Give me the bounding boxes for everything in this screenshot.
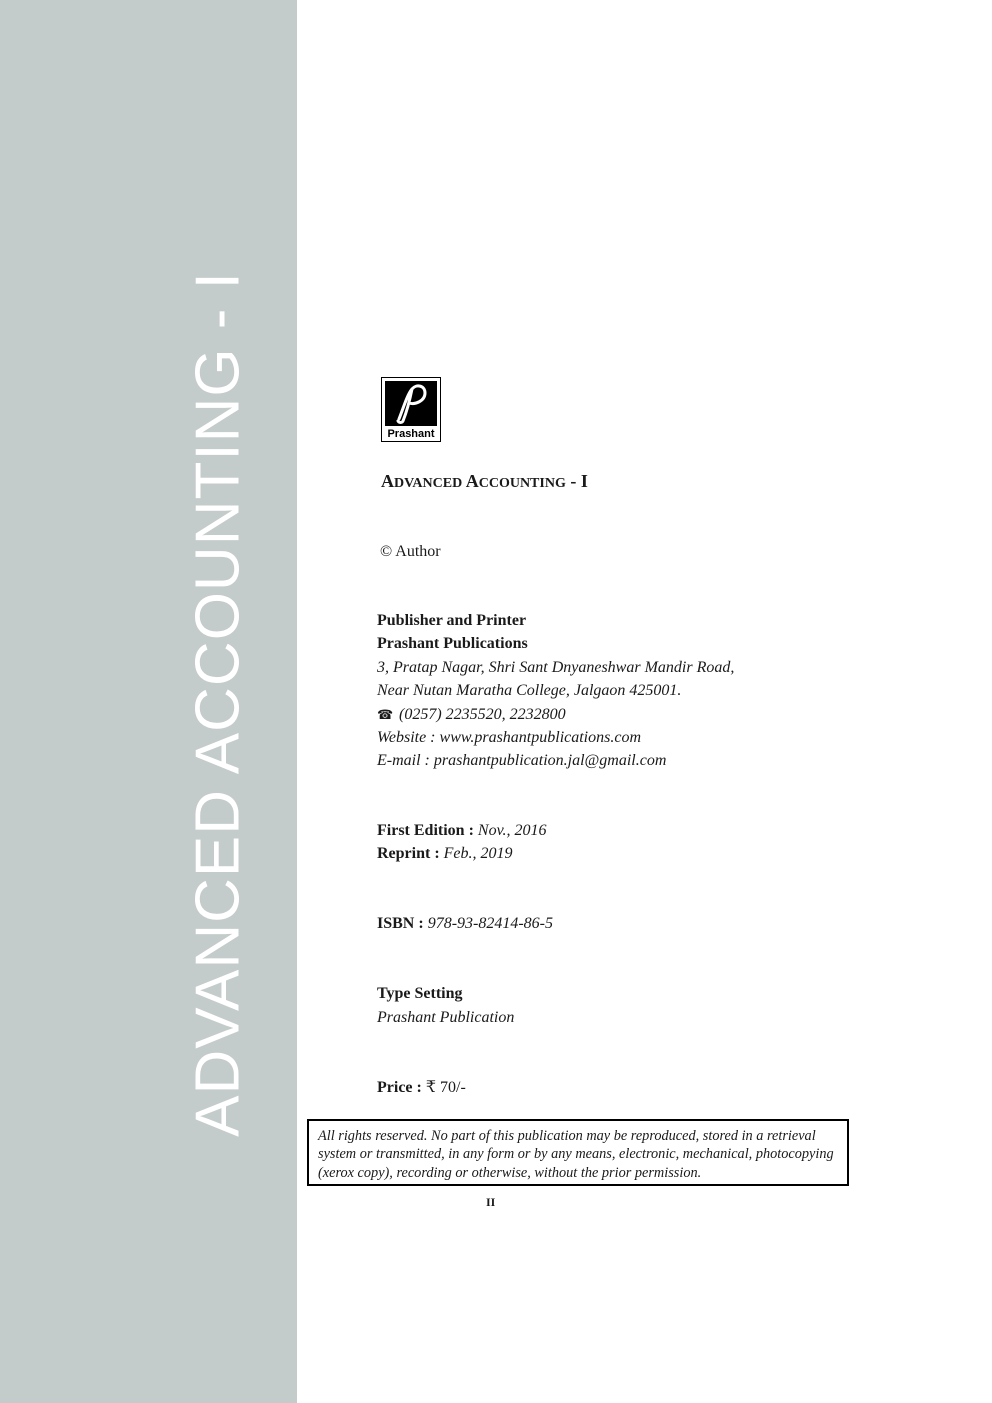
reprint-line [377, 842, 513, 865]
book-title-cap-b: A [465, 471, 479, 491]
publisher-email-line [377, 749, 666, 772]
rights-notice-line3: (xerox copy), recording or otherwise, without the prior permission. [318, 1164, 702, 1181]
publisher-website-line [377, 726, 641, 749]
isbn-value: 978-93-82414-86-5 [427, 915, 553, 932]
price-line [377, 1076, 466, 1099]
website-link[interactable]: www.prashantpublications.com [439, 729, 642, 746]
isbn-label: ISBN : [377, 915, 424, 932]
first-edition-label: First Edition : [377, 822, 474, 839]
price-value: ₹ 70/- [425, 1079, 466, 1096]
email-label: E-mail : [377, 752, 430, 769]
book-title-cap-a: A [381, 471, 394, 491]
logo-wordmark: Prashant [387, 428, 435, 440]
website-label: Website : [377, 729, 436, 746]
reprint-label: Reprint : [377, 845, 440, 862]
publisher-heading: Publisher and Printer [377, 612, 527, 629]
page-number: II [486, 1195, 496, 1209]
first-edition-line [377, 819, 546, 842]
publisher-name: Prashant Publications [377, 635, 528, 652]
isbn-line [377, 912, 553, 935]
type-setting-value: Prashant Publication [377, 1009, 515, 1026]
rights-notice-box [307, 1119, 849, 1186]
book-title-suffix: - I [570, 471, 588, 491]
publisher-phone-line [377, 703, 566, 726]
type-setting-label: Type Setting [377, 985, 463, 1002]
book-title-rest-b: CCOUNTING [478, 476, 566, 491]
logo-p-mark [385, 381, 437, 426]
book-title [381, 471, 588, 492]
publisher-phone: (0257) 2235520, 2232800 [399, 706, 566, 723]
publisher-address-line1: 3, Pratap Nagar, Shri Sant Dnyaneshwar Mandir Road, [377, 659, 735, 676]
email-link[interactable]: prashantpublication.jal@gmail.com [433, 752, 667, 769]
prashant-logo [381, 377, 441, 442]
telephone-icon: ☎ [377, 707, 394, 722]
first-edition-value: Nov., 2016 [477, 822, 547, 839]
price-label: Price : [377, 1079, 422, 1096]
spine-title: ADVANCED ACCOUNTING - I [183, 271, 253, 1137]
reprint-value: Feb., 2019 [443, 845, 513, 862]
copyright-line: © Author [380, 543, 441, 560]
spine-band [0, 0, 297, 1403]
book-title-rest-a: DVANCED [394, 476, 463, 491]
rights-notice-line1: All rights reserved. No part of this publication may be reproduced, stored in a retrieval [318, 1128, 816, 1144]
rights-notice-line2: system or transmitted, in any form or by any means, electronic, mechanical, photocopying [318, 1146, 834, 1163]
publisher-address-line2: Near Nutan Maratha College, Jalgaon 425001. [377, 682, 682, 699]
